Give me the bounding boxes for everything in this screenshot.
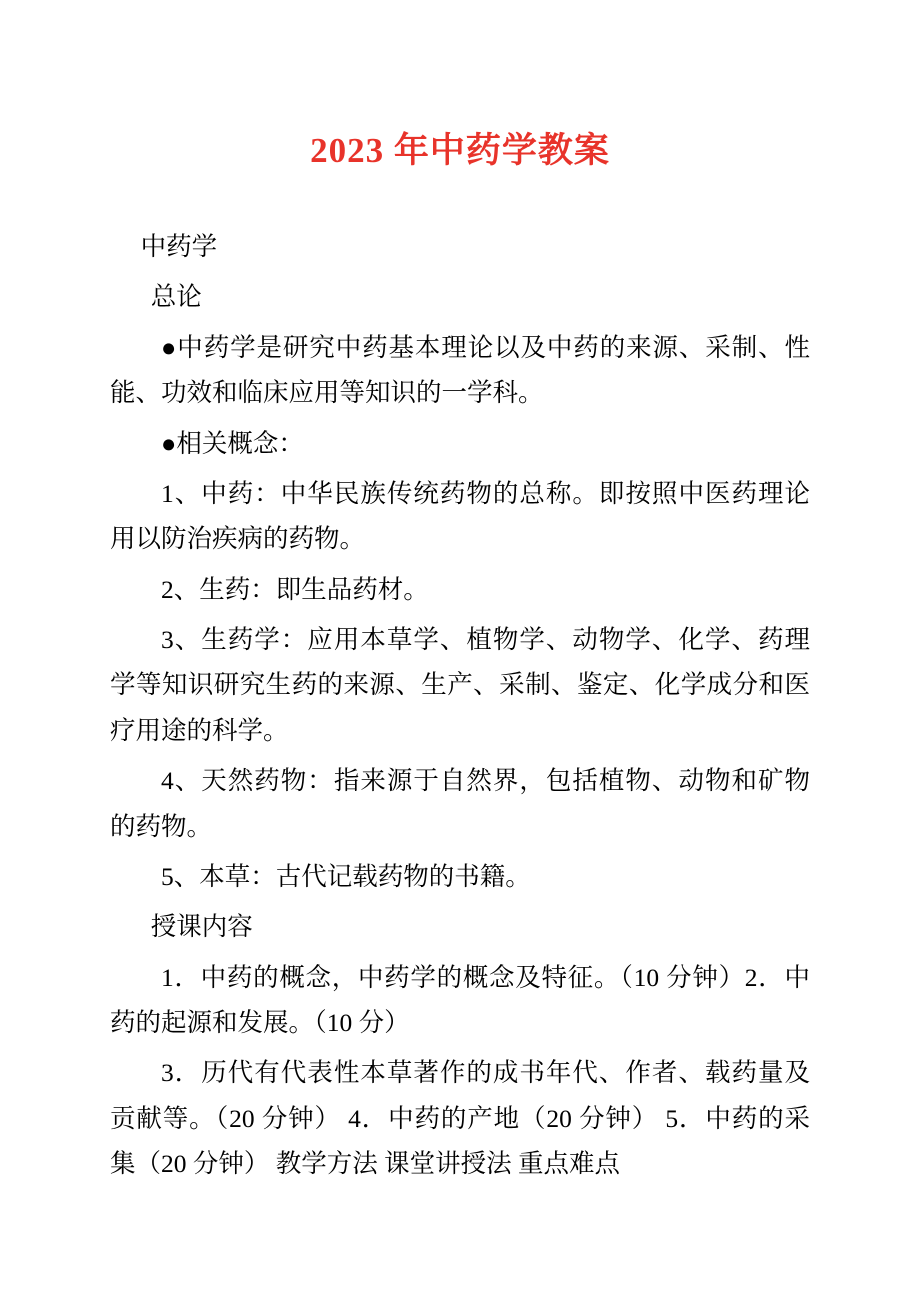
paragraph-definition-intro: ●中药学是研究中药基本理论以及中药的来源、采制、性能、功效和临床应用等知识的一学科。 (110, 332, 810, 408)
page-title: 2023 年中药学教案 (310, 131, 610, 170)
paragraph-content-item-2: 3．历代有代表性本草著作的成书年代、作者、载药量及贡献等。（20 分钟） 4．中药的产地（20 分钟） 5．中药的采集（20 分钟） 教学方法 课堂讲授法 重点难点 (110, 1058, 810, 1179)
paragraph-heading-general: 总论 (150, 282, 202, 312)
paragraph-concepts-label: ●相关概念： (161, 428, 304, 458)
paragraph-concept-4: 4、天然药物：指来源于自然界，包括植物、动物和矿物的药物。 (110, 766, 810, 841)
paragraph-concept-1: 1、中药：中华民族传统药物的总称。即按照中医药理论用以防治疾病的药物。 (110, 478, 810, 554)
paragraph-heading-subject: 中药学 (140, 232, 218, 261)
paragraph-concept-3: 3、生药学：应用本草学、植物学、动物学、化学、药理学等知识研究生药的来源、生产、采制、鉴定、化学成分和医疗用途的科学。 (110, 625, 810, 745)
paragraph-concept-5: 5、本草：古代记载药物的书籍。 (161, 861, 531, 891)
document-body (110, 224, 810, 1187)
paragraph-content-item-1: 1．中药的概念，中药学的概念及特征。（10 分钟）2．中药的起源和发展。（10 分） (110, 962, 810, 1037)
paragraph-concept-2: 2、生药：即生品药材。 (161, 574, 429, 604)
paragraph-heading-content: 授课内容 (150, 912, 253, 942)
